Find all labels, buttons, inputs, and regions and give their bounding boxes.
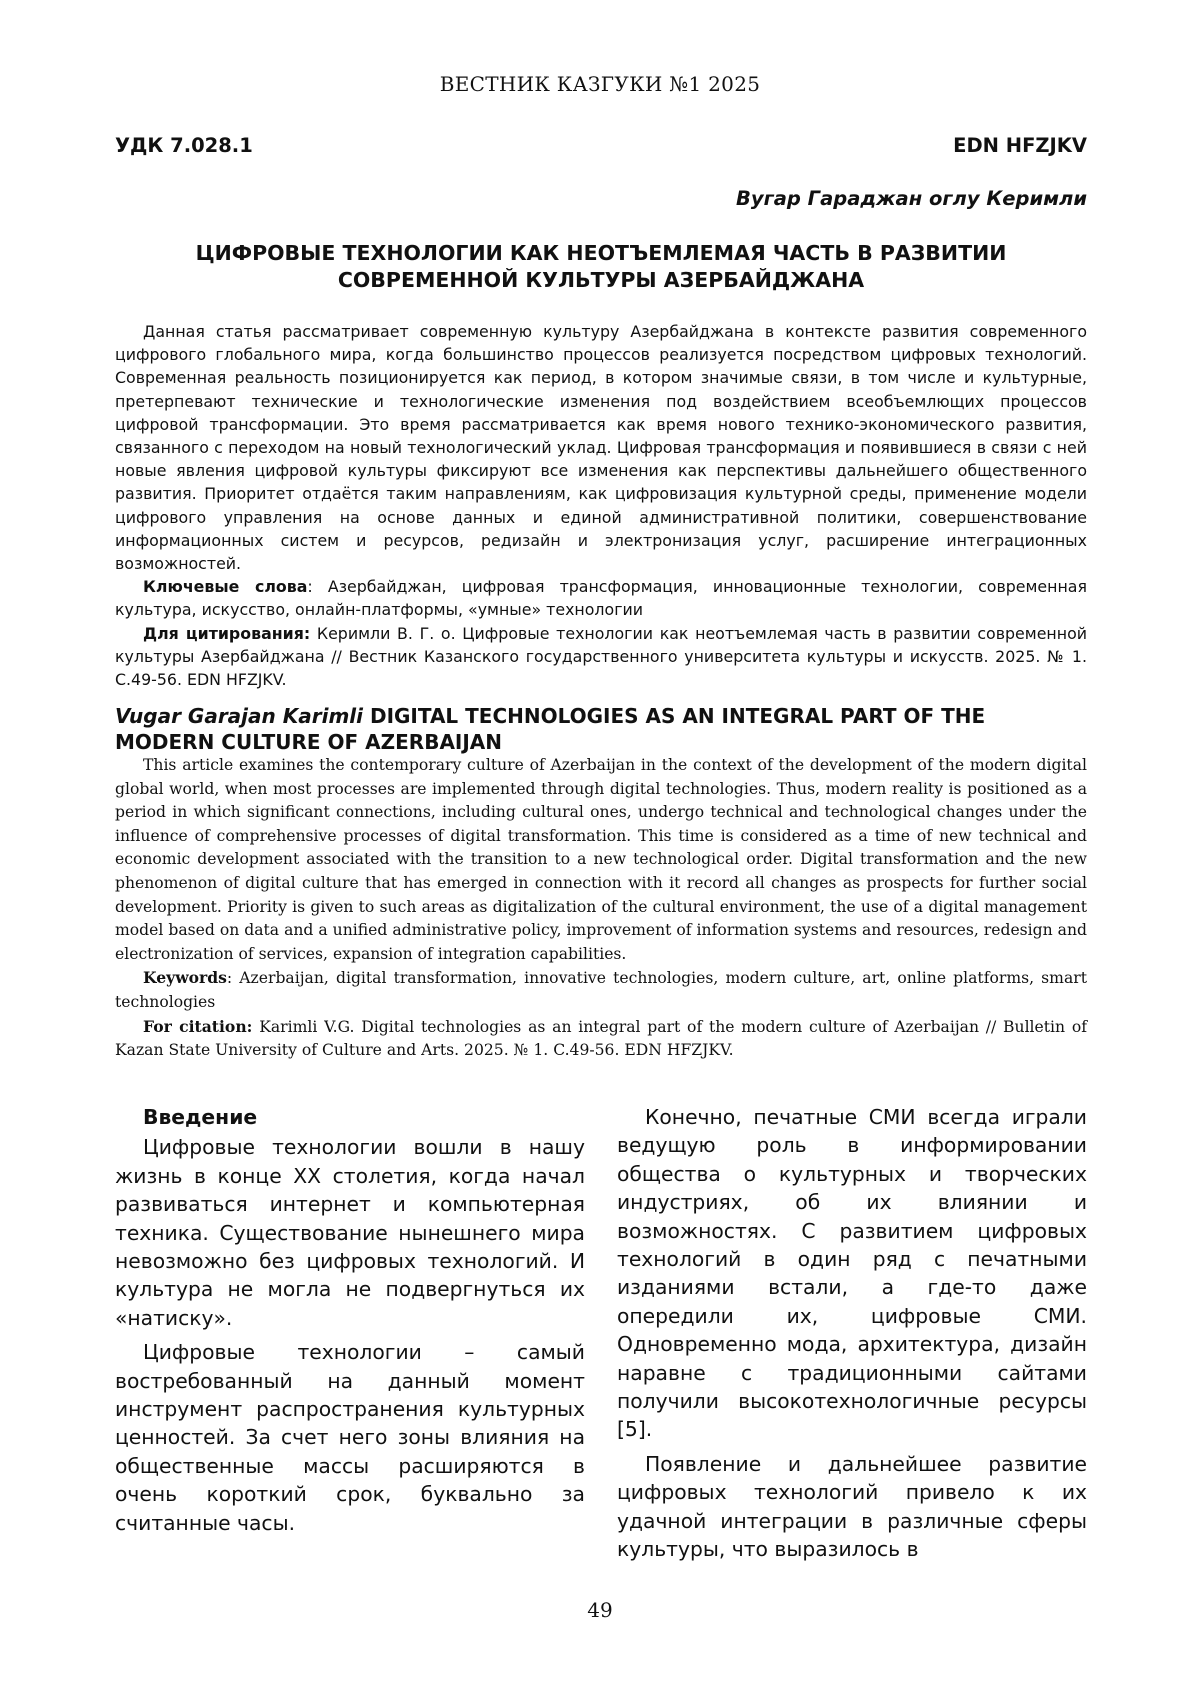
- keywords-en: [115, 966, 1087, 1014]
- keywords-ru-text: : Азербайджан, цифровая трансформация, инновационные технологии, современная культура, искусство, онлайн-платформы, «умные» технологии: [115, 577, 1087, 620]
- body-right-column: [617, 1103, 1087, 1564]
- udk-code: УДК 7.028.1: [115, 134, 253, 157]
- abstract-ru-text: Данная статья рассматривает современную культуру Азербайджана в контексте развития современного цифрового глобального мира, когда большинство процессов реализуется посредством цифровых технологий. Современная реальность позиционируется как период, в котором значимые связи, в том числе и культурные, претерпевают технические и технологические изменения под воздействием всеобъемлющих процессов цифровой трансформации. Это время рассматривается как время нового технико-экономического развития, связанного с переходом на новый технологический уклад. Цифровая трансформация и появившиеся в связи с ней новые явления цифровой культуры фиксируют все изменения как перспективы дальнейшего общественного развития. Приоритет отдаётся таким направлениям, как цифровизация культурной среды, применение модели цифрового управления на основе данных и единой административной политики, совершенствование информационных систем и ресурсов, редизайн и электронизация услуг, расширение интеграционных возможностей.: [115, 322, 1087, 574]
- keywords-en-label: Keywords: [143, 968, 227, 988]
- body-paragraph: Конечно, печатные СМИ всегда играли ведущую роль в информировании общества о культурных и творческих индустриях, об их влиянии и возможностях. С развитием цифровых технологий в один ряд с печатными изданиями встали, а где-то даже опередили их, цифровые СМИ. Одновременно мода, архитектура, дизайн наравне с традиционными сайтами получили высокотехнологичные ресурсы [5].: [617, 1105, 1087, 1442]
- keywords-en-text: : Azerbaijan, digital transformation, innovative technologies, modern culture, art, online platforms, smart technologies: [115, 969, 1087, 1011]
- title-ru-line-2: СОВРЕМЕННОЙ КУЛЬТУРЫ АЗЕРБАЙДЖАНА: [337, 268, 865, 292]
- author-name-ru: Вугар Гараджан оглу Керимли: [736, 187, 1087, 210]
- section-heading-introduction: Введение: [143, 1105, 258, 1129]
- title-en-text: DIGITAL TECHNOLOGIES AS AN INTEGRAL PART OF THE MODERN CULTURE OF AZERBAIJAN: [115, 704, 986, 754]
- citation-en: [115, 1015, 1087, 1063]
- citation-ru: [115, 622, 1087, 692]
- body-paragraph: Цифровые технологии – самый востребованный на данный момент инструмент распространения культурных ценностей. За счет него зоны влияния на общественные массы расширяются в очень короткий срок, буквально за считанные часы.: [115, 1340, 585, 1535]
- body-paragraph: Появление и дальнейшее развитие цифровых технологий привело к их удачной интеграции в различные сферы культуры, что выразилось в: [617, 1451, 1087, 1562]
- article-title-en: [115, 703, 1087, 755]
- keywords-ru-label: Ключевые слова: [143, 577, 308, 597]
- body-left-column: [115, 1103, 585, 1564]
- body-paragraph: Цифровые технологии вошли в нашу жизнь в конце XX столетия, когда начал развиваться интернет и компьютерная техника. Существование нынешнего мира невозможно без цифровых технологий. И культура не могла не подвергнуться их «натиску».: [115, 1135, 585, 1330]
- citation-ru-text: Керимли В. Г. о. Цифровые технологии как неотъемлемая часть в развитии современной культуры Азербайджана // Вестник Казанского государственного университета культуры и искусств. 2025. № 1. С.49-56. EDN HFZJKV.: [115, 623, 1088, 690]
- article-title-ru: [115, 240, 1087, 294]
- citation-en-label: For citation:: [143, 1016, 253, 1036]
- journal-header: ВЕСТНИК КАЗГУКИ №1 2025: [439, 72, 761, 96]
- author-name-en: Vugar Garajan Karimli: [115, 704, 363, 728]
- abstract-en: [115, 754, 1087, 1063]
- page-number: 49: [587, 1598, 613, 1622]
- citation-ru-label: Для цитирования:: [143, 623, 311, 643]
- body-columns: [115, 1103, 1087, 1564]
- identifier-row: [115, 134, 1087, 157]
- edn-code: EDN HFZJKV: [953, 134, 1087, 157]
- title-ru-line-1: ЦИФРОВЫЕ ТЕХНОЛОГИИ КАК НЕОТЪЕМЛЕМАЯ ЧАСТЬ В РАЗВИТИИ: [195, 241, 1007, 265]
- abstract-ru: [115, 320, 1087, 691]
- abstract-en-text: This article examines the contemporary culture of Azerbaijan in the context of the development of the modern digital global world, when most processes are implemented through digital technologies. Thus, modern reality is positioned as a period in which significant connections, including cultural ones, undergo technical and technological changes under the influence of comprehensive processes of digital transformation. This time is considered as a time of new technical and economic development associated with the transition to a new technological order. Digital transformation and the new phenomenon of digital culture that has emerged in connection with it record all changes as prospects for further social development. Priority is given to such areas as digitalization of the cultural environment, the use of a digital management model based on data and a unified administrative policy, improvement of information systems and resources, redesign and electronization of services, expansion of integration capabilities.: [115, 756, 1087, 963]
- keywords-ru: [115, 575, 1087, 621]
- citation-en-text: Karimli V.G. Digital technologies as an integral part of the modern culture of Azerbaijan // Bulletin of Kazan State University of Culture and Arts. 2025. № 1. C.49-56. EDN HFZJKV.: [115, 1017, 1087, 1060]
